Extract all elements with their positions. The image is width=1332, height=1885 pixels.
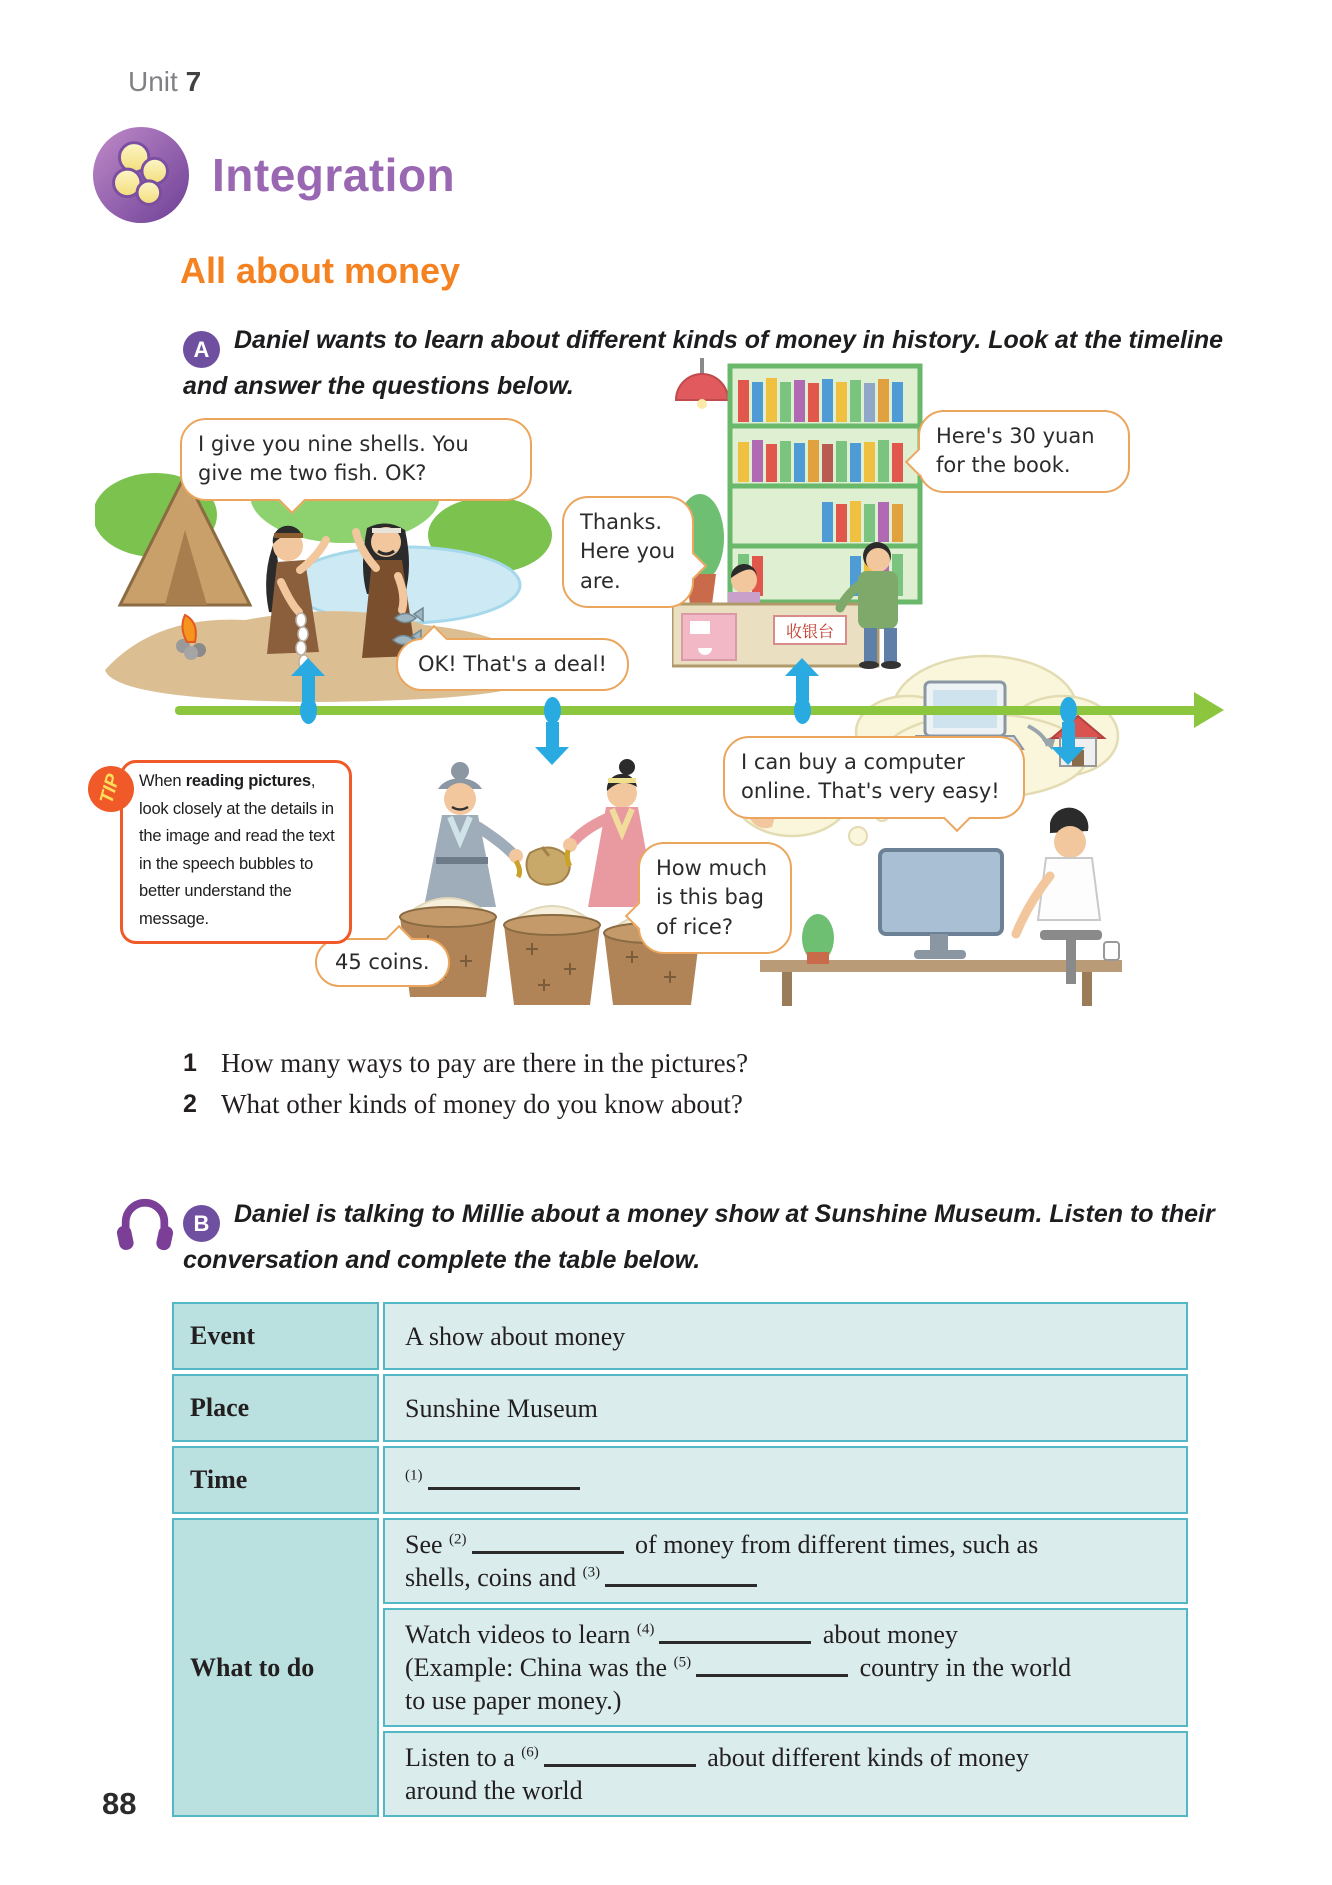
section-a-instruction-text: Daniel wants to learn about different kinds of money in history. Look at the timeline and answer the questions below.: [183, 326, 1224, 400]
timeline-dot-1: [300, 697, 317, 724]
unit-number: 7: [185, 66, 202, 97]
table-row-place: [172, 1374, 1188, 1442]
speech-bubble-rice: How much is this bag of rice?: [638, 842, 792, 954]
question-2-text: What other kinds of money do you know about?: [221, 1089, 743, 1119]
question-2: [183, 1087, 748, 1121]
tip-box: [120, 760, 352, 944]
headphones-icon: [116, 1192, 174, 1254]
tip-badge-label: TIP: [96, 771, 125, 806]
table-row-event: [172, 1302, 1188, 1370]
row-value-place: Sunshine Museum: [383, 1374, 1188, 1442]
row-label-time: Time: [172, 1446, 379, 1514]
speech-bubble-online: I can buy a computer online. That's very easy!: [723, 736, 1025, 819]
row-value-time: (1): [383, 1446, 1188, 1514]
row-label-event: Event: [172, 1302, 379, 1370]
question-1: [183, 1046, 748, 1080]
timeline-dot-4: [1060, 697, 1077, 724]
table-row-time: [172, 1446, 1188, 1514]
tip-badge: [88, 766, 134, 812]
unit-word: Unit: [128, 66, 178, 97]
question-1-text: How many ways to pay are there in the pictures?: [221, 1048, 749, 1078]
section-a-marker: A: [183, 331, 220, 368]
speech-bubble-shells: I give you nine shells. You give me two fish. OK?: [180, 418, 532, 501]
up-arrow-icon: [291, 658, 325, 701]
listening-table: [168, 1298, 1192, 1821]
lesson-title: All about money: [180, 250, 461, 291]
tip-text-bold: reading pictures: [185, 772, 311, 790]
bookshop-scene-illustration: [672, 358, 932, 670]
timeline-dot-3: [794, 697, 811, 724]
down-arrow-icon: [535, 722, 569, 765]
up-arrow-icon: [785, 658, 819, 701]
question-2-number: 2: [183, 1090, 197, 1118]
timeline-line: [175, 706, 1197, 715]
tip-text: When: [139, 772, 186, 790]
task-see: See $^{(2)}$ of money from different times, such as shells, coins and $^{(3)}$: [383, 1518, 1188, 1604]
cashier-sign: 收银台: [785, 622, 835, 641]
row-label-what-to-do: What to do: [172, 1518, 379, 1817]
row-value-event: A show about money: [383, 1302, 1188, 1370]
question-1-number: 1: [183, 1049, 197, 1077]
speech-bubble-yuan: Here's 30 yuan for the book.: [918, 410, 1130, 493]
task-listen: Listen to a $^{(6)}$ about different kinds of money around the world: [383, 1731, 1188, 1817]
unit-label: [128, 66, 201, 98]
section-b-instruction: [183, 1196, 1228, 1279]
table-row-what-to-do: [172, 1518, 1188, 1604]
speech-bubble-thanks: Thanks. Here you are.: [562, 496, 694, 608]
speech-bubble-deal: OK! That's a deal!: [396, 638, 629, 691]
section-b-instruction-text: Daniel is talking to Millie about a money show at Sunshine Museum. Listen to their conversation and complete the table below.: [183, 1200, 1215, 1274]
timeline-dot-2: [544, 697, 561, 724]
page-number: 88: [102, 1786, 137, 1821]
timeline-arrowhead-icon: [1194, 692, 1224, 728]
integration-icon: [92, 126, 190, 224]
section-b-marker: B: [183, 1205, 220, 1242]
down-arrow-icon: [1051, 722, 1085, 765]
task-watch: Watch videos to learn $^{(4)}$ about money (Example: China was the $^{(5)}$ country in the world to use paper money.): [383, 1608, 1188, 1727]
tip-text: , look closely at the details in the image and read the text in the speech bubbles to better understand the message.: [139, 772, 335, 928]
speech-bubble-coins: 45 coins.: [315, 938, 450, 987]
row-label-place: Place: [172, 1374, 379, 1442]
section-title: Integration: [212, 149, 456, 201]
question-list: [183, 1046, 748, 1128]
